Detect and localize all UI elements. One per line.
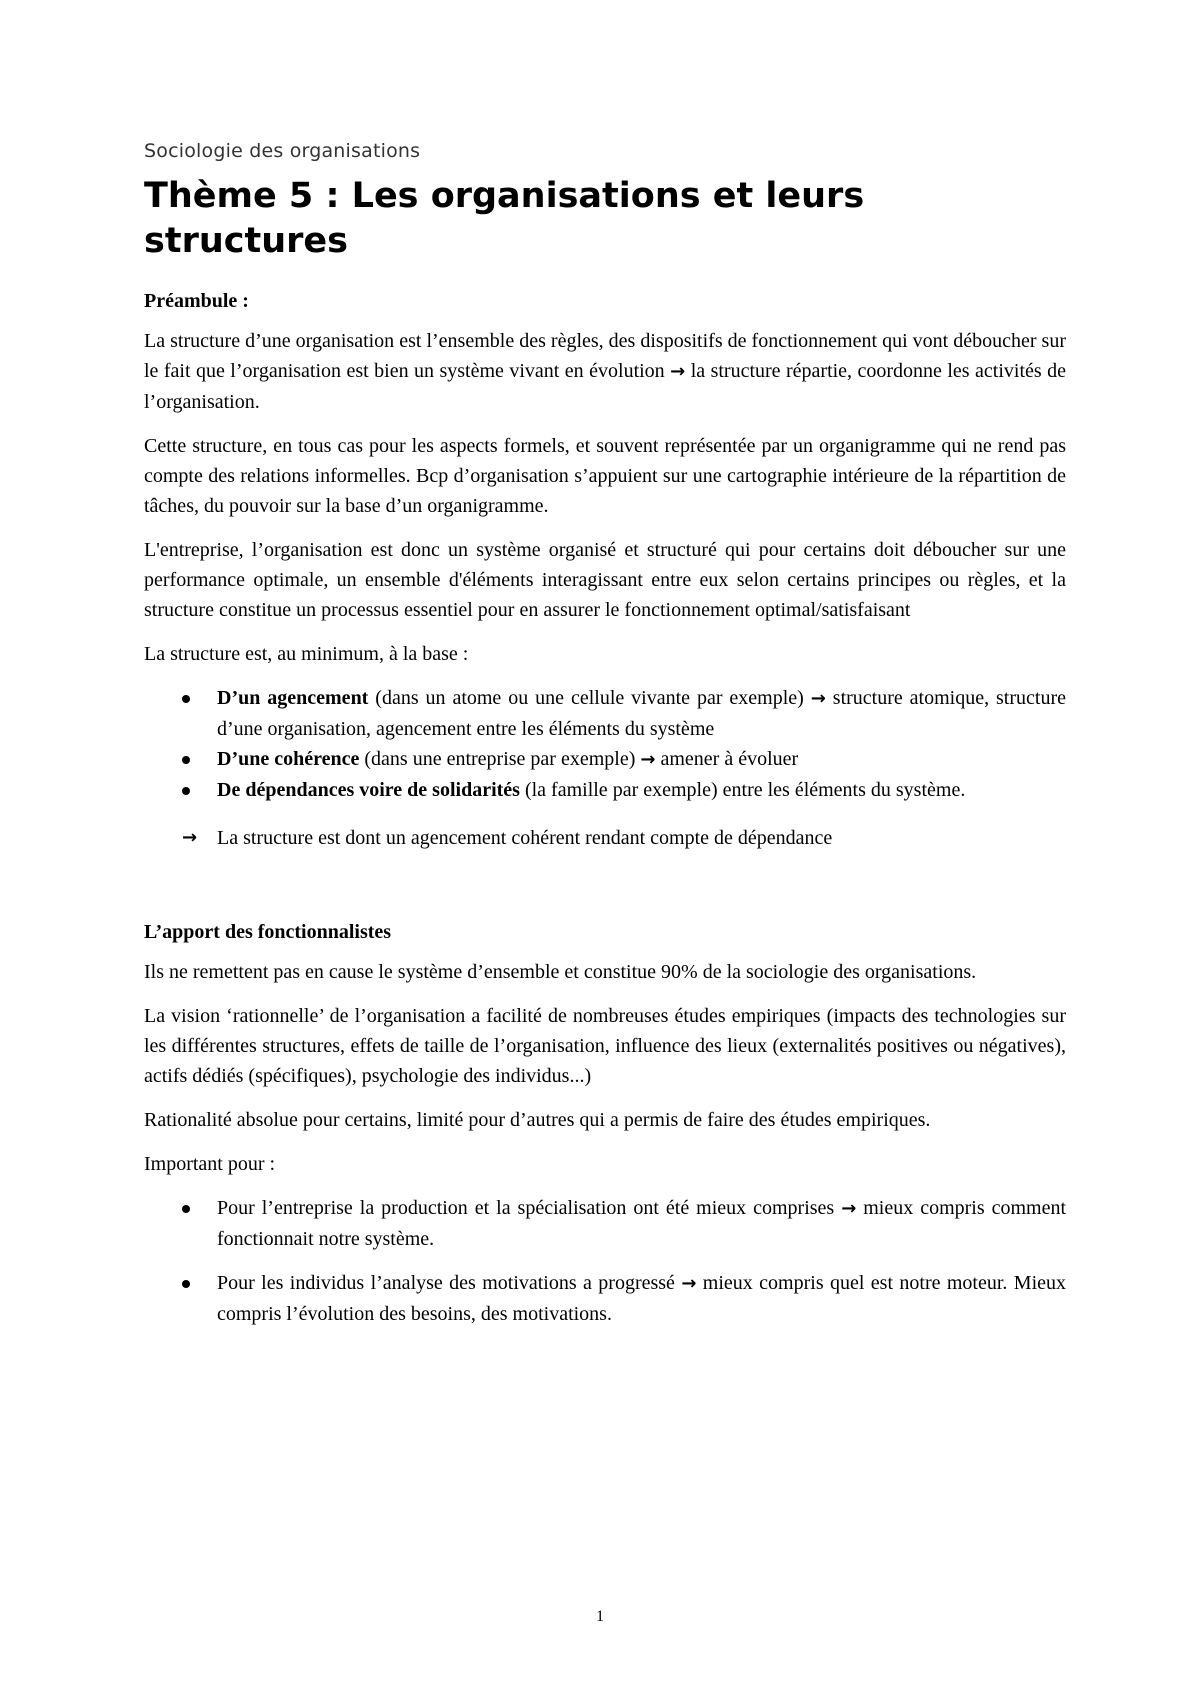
- list-item-continuation: amener à évoluer: [655, 748, 799, 770]
- fonctionnalistes-paragraph-2: La vision ‘rationnelle’ de l’organisation a facilité de nombreuses études empiriques (impacts des technologies sur les différentes structures, effets de taille de l’organisation, influence des lieux (externalités positives ou négatives), actifs dédiés (spécifiques), psychologie des individus...): [144, 1005, 1066, 1087]
- document-page: [144, 140, 1066, 1343]
- structure-conclusion: [144, 823, 1066, 853]
- preambule-paragraph-4: La structure est, au minimum, à la base :: [144, 643, 469, 665]
- list-item: [144, 775, 1066, 805]
- list-item-continuation: structure atomique, structure d’une organisation, agencement entre les éléments du système: [217, 687, 1066, 740]
- bullet-icon: [182, 756, 190, 764]
- structure-bullet-list: [144, 683, 1066, 805]
- list-item-text: (dans une entreprise par exemple): [359, 748, 636, 770]
- fonctionnalistes-paragraph-3: Rationalité absolue pour certains, limité pour d’autres qui a permis de faire des études empiriques.: [144, 1109, 931, 1131]
- right-arrow-icon: →: [681, 1273, 697, 1294]
- list-item-text: Pour les individus l’analyse des motivations a progressé: [217, 1272, 675, 1294]
- right-arrow-icon: →: [670, 361, 686, 382]
- preambule-paragraph-3: L'entreprise, l’organisation est donc un système organisé et structuré qui pour certains doit déboucher sur une performance optimale, un ensemble d'éléments interagissant entre eux selon certains principes ou règles, et la structure constitue un processus essentiel pour en assurer le fonctionnement optimal/satisfaisant: [144, 539, 1066, 621]
- list-item-text: (dans un atome ou une cellule vivante par exemple): [368, 687, 811, 709]
- right-arrow-icon: →: [810, 688, 826, 709]
- list-item: [144, 683, 1066, 744]
- preambule-p1-continuation: la structure répartie, coordonne les activités de l’organisation.: [144, 360, 1067, 413]
- list-item: [144, 1193, 1066, 1254]
- list-item: [144, 1268, 1066, 1329]
- bullet-icon: [182, 787, 190, 795]
- list-item-bold: D’une cohérence: [217, 748, 360, 770]
- right-arrow-icon: →: [841, 1198, 857, 1219]
- list-item-text: Pour l’entreprise la production et la spécialisation ont été mieux comprises: [217, 1197, 835, 1219]
- conclusion-text: La structure est dont un agencement cohérent rendant compte de dépendance: [217, 827, 833, 849]
- preambule-paragraph-1: [144, 326, 1066, 417]
- list-item: [144, 744, 1066, 775]
- page-title: Thème 5 : Les organisations et leurs structures: [144, 176, 865, 261]
- list-item-bold: D’un agencement: [217, 687, 369, 709]
- fonctionnalistes-paragraph-4: Important pour :: [144, 1153, 276, 1175]
- right-arrow-icon: →: [640, 749, 656, 770]
- page-number: 1: [596, 1608, 604, 1625]
- bullet-icon: [182, 1205, 190, 1213]
- bullet-icon: [182, 1280, 190, 1288]
- preambule-paragraph-2: Cette structure, en tous cas pour les aspects formels, et souvent représentée par un organigramme qui ne rend pas compte des relations informelles. Bcp d’organisation s’appuient sur une cartographie intérieure de la répartition de tâches, du pouvoir sur la base d’un organigramme.: [144, 435, 1066, 517]
- preambule-p1-text: La structure d’une organisation est l’ensemble des règles, des dispositifs de fonctionnement qui vont déboucher sur le fait que l’organisation est bien un système vivant en évolution: [144, 330, 1066, 382]
- right-arrow-icon: →: [182, 827, 198, 848]
- fonctionnalistes-paragraph-1: Ils ne remettent pas en cause le système d’ensemble et constitue 90% de la sociologie des organisations.: [144, 961, 977, 983]
- fonctionnalistes-heading: L’apport des fonctionnalistes: [144, 921, 392, 943]
- important-bullet-list: [144, 1193, 1066, 1329]
- course-subject: Sociologie des organisations: [144, 140, 421, 162]
- bullet-icon: [182, 695, 190, 703]
- list-item-text: (la famille par exemple) entre les éléments du système.: [519, 779, 966, 801]
- list-item-continuation: mieux compris comment fonctionnait notre système.: [217, 1197, 1067, 1250]
- list-item-continuation: mieux compris quel est notre moteur. Mieux compris l’évolution des besoins, des motivations.: [217, 1272, 1067, 1325]
- preambule-heading: Préambule :: [144, 290, 249, 312]
- list-item-bold: De dépendances voire de solidarités: [217, 779, 520, 801]
